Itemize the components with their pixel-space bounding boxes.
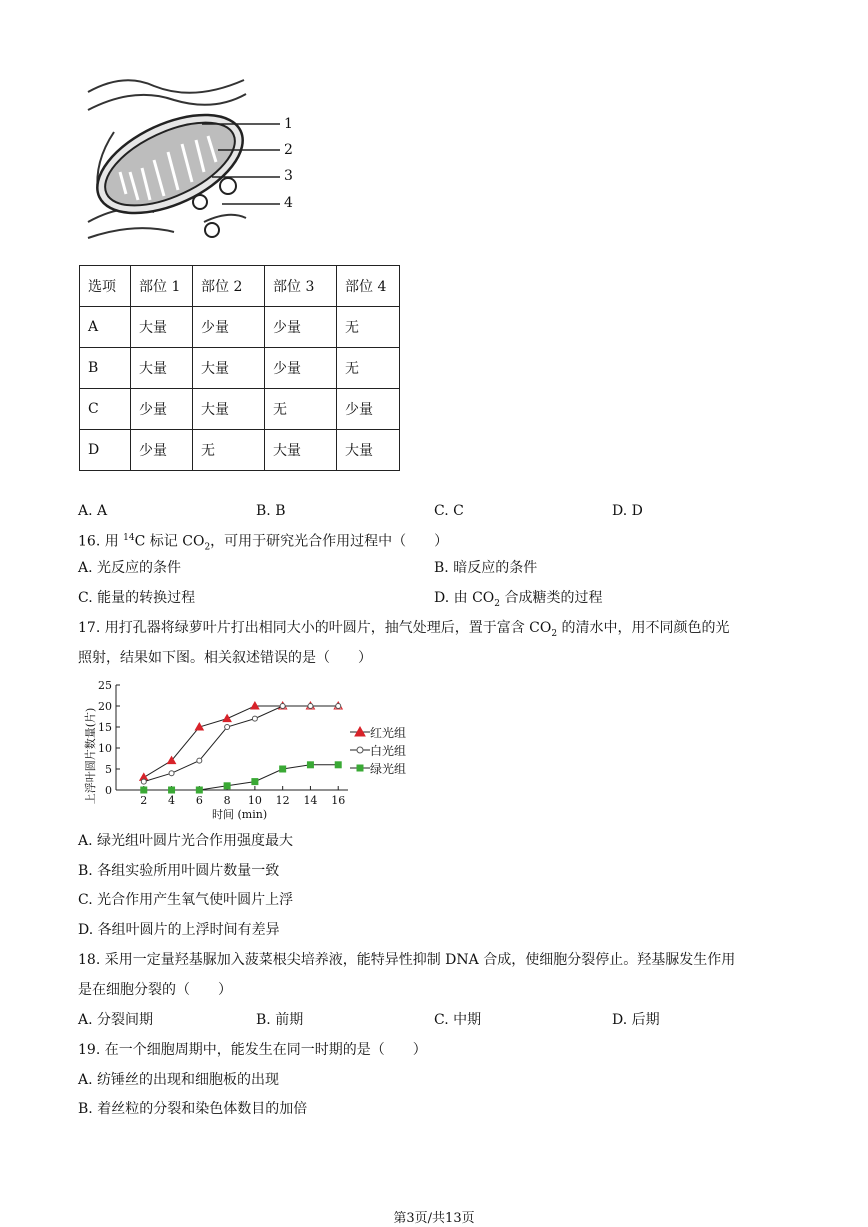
table-header-cell: 部位 4 (337, 266, 400, 307)
q18-stem-line2: 是在细胞分裂的（ ） (78, 982, 232, 998)
answer-table (79, 265, 400, 471)
table-cell: 少量 (265, 307, 337, 348)
table-header-row (80, 266, 400, 307)
x-tick-label: 2 (140, 794, 148, 807)
data-point-white (169, 771, 174, 776)
q17-option-a: A. 绿光组叶圆片光合作用强度最大 (78, 833, 294, 849)
q16-option-b: B. 暗反应的条件 (434, 560, 538, 576)
q15-option-c: C. C (434, 503, 464, 519)
table-cell: 少量 (193, 307, 265, 348)
q18-stem-line1: 18. 采用一定量羟基脲加入菠菜根尖培养液，能特异性抑制 DNA 合成，使细胞分裂停止。羟基脲发生作用 (78, 952, 736, 968)
data-point-white (336, 704, 341, 709)
table-cell: 大量 (193, 389, 265, 430)
table-cell: 大量 (131, 348, 193, 389)
mitochondrion-figure (84, 72, 304, 248)
table-cell: 无 (265, 389, 337, 430)
data-point-white (141, 779, 146, 784)
data-point-white (280, 704, 285, 709)
table-row (80, 389, 400, 430)
x-tick-label: 8 (223, 794, 231, 807)
table-cell: D (80, 430, 131, 471)
q16-stem-text: 16. 用 (78, 533, 124, 550)
figure-label-1: 1 (284, 116, 293, 132)
data-point-white (252, 716, 257, 721)
y-tick-label: 0 (105, 784, 112, 797)
q18-option-d: D. 后期 (612, 1012, 660, 1028)
q17-subscript: 2 (551, 628, 558, 639)
data-point-green (252, 779, 258, 785)
q17-stem-line2: 照射，结果如下图。相关叙述错误的是（ ） (78, 650, 372, 666)
table-cell: A (80, 307, 131, 348)
q15-option-b: B. B (256, 503, 286, 519)
y-tick-label: 15 (98, 721, 112, 734)
series-line-2 (144, 765, 338, 790)
table-row (80, 348, 400, 389)
q16-stem (78, 528, 448, 557)
q17-option-b: B. 各组实验所用叶圆片数量一致 (78, 863, 280, 879)
x-tick-label: 10 (247, 794, 262, 807)
table-cell: 大量 (131, 307, 193, 348)
y-tick-label: 25 (98, 679, 112, 692)
table-cell: 无 (193, 430, 265, 471)
table-row (80, 430, 400, 471)
table-cell: 少量 (131, 389, 193, 430)
x-tick-label: 14 (303, 794, 318, 807)
table-cell: B (80, 348, 131, 389)
data-point-green (280, 766, 286, 772)
data-point-green (335, 762, 341, 768)
q16-option-d-subscript: 2 (494, 598, 500, 609)
data-point-white (225, 725, 230, 730)
q16-stem-text: C 标记 CO (134, 533, 205, 550)
table-header-cell: 部位 2 (193, 266, 265, 307)
y-tick-label: 20 (98, 700, 112, 713)
q19-stem: 19. 在一个细胞周期中，能发生在同一时期的是（ ） (78, 1042, 427, 1058)
legend-label-red: 红光组 (370, 726, 407, 740)
q16-stem-text: ，可用于研究光合作用过程中（ ） (210, 533, 449, 550)
y-tick-label: 10 (98, 742, 112, 755)
table-cell: 无 (337, 307, 400, 348)
x-tick-label: 12 (275, 794, 290, 807)
flotation-line-chart (78, 678, 348, 826)
legend-label-white: 白光组 (370, 744, 407, 758)
figure-label-3: 3 (284, 168, 293, 184)
q17-stem-text: 17. 用打孔器将绿萝叶片打出相同大小的叶圆片，抽气处理后，置于富含 CO (78, 620, 552, 636)
series-line-1 (144, 706, 338, 782)
y-tick-label: 5 (105, 763, 112, 776)
q18-option-a: A. 分裂间期 (78, 1012, 154, 1028)
q16-option-a: A. 光反应的条件 (78, 560, 182, 576)
q17-option-c: C. 光合作用产生氧气使叶圆片上浮 (78, 892, 294, 908)
figure-label-4: 4 (284, 195, 293, 211)
table-cell: 大量 (265, 430, 337, 471)
data-point-green (141, 787, 147, 793)
table-header-cell: 部位 1 (131, 266, 193, 307)
data-point-green (169, 787, 175, 793)
q16-option-d-text: 合成糖类的过程 (500, 590, 603, 606)
q17-stem-line1 (78, 618, 730, 644)
q18-option-c: C. 中期 (434, 1012, 482, 1028)
table-cell: 少量 (131, 430, 193, 471)
data-point-green (224, 783, 230, 789)
chart-xlabel: 时间 (min) (212, 808, 268, 821)
x-tick-label: 4 (168, 794, 176, 807)
x-tick-label: 6 (195, 794, 203, 807)
q16-superscript: 14 (123, 533, 135, 543)
table-cell: 大量 (193, 348, 265, 389)
table-header-cell: 部位 3 (265, 266, 337, 307)
data-point-green (307, 762, 313, 768)
q19-option-b: B. 着丝粒的分裂和染色体数目的加倍 (78, 1101, 308, 1117)
data-point-white (308, 704, 313, 709)
q15-option-d: D. D (612, 503, 643, 519)
page-footer: 第3页/共13页 (393, 1211, 475, 1226)
legend-marker-red (350, 726, 370, 738)
q19-option-a: A. 纺锤丝的出现和细胞板的出现 (78, 1072, 280, 1088)
figure-label-2: 2 (284, 142, 293, 158)
data-point-green (196, 787, 202, 793)
table-cell: 少量 (265, 348, 337, 389)
legend-marker-white (350, 744, 370, 756)
table-cell: C (80, 389, 131, 430)
q17-stem-text: 的清水中，用不同颜色的光 (557, 620, 730, 636)
legend-marker-green (350, 762, 370, 774)
table-cell: 无 (337, 348, 400, 389)
table-header-cell: 选项 (80, 266, 131, 307)
q16-option-d (434, 588, 602, 614)
x-tick-label: 16 (331, 794, 346, 807)
q16-option-c: C. 能量的转换过程 (78, 590, 196, 606)
q16-subscript: 2 (204, 542, 211, 553)
table-cell: 少量 (337, 389, 400, 430)
q18-option-b: B. 前期 (256, 1012, 304, 1028)
data-point-white (197, 758, 202, 763)
chart-ylabel: 上浮叶圆片数量(片) (84, 707, 97, 805)
legend-label-green: 绿光组 (370, 762, 407, 776)
q15-option-a: A. A (78, 503, 108, 519)
table-row (80, 307, 400, 348)
table-cell: 大量 (337, 430, 400, 471)
data-point-red (223, 715, 231, 722)
q17-option-d: D. 各组叶圆片的上浮时间有差异 (78, 922, 280, 938)
q16-option-d-text: D. 由 CO (434, 590, 495, 606)
